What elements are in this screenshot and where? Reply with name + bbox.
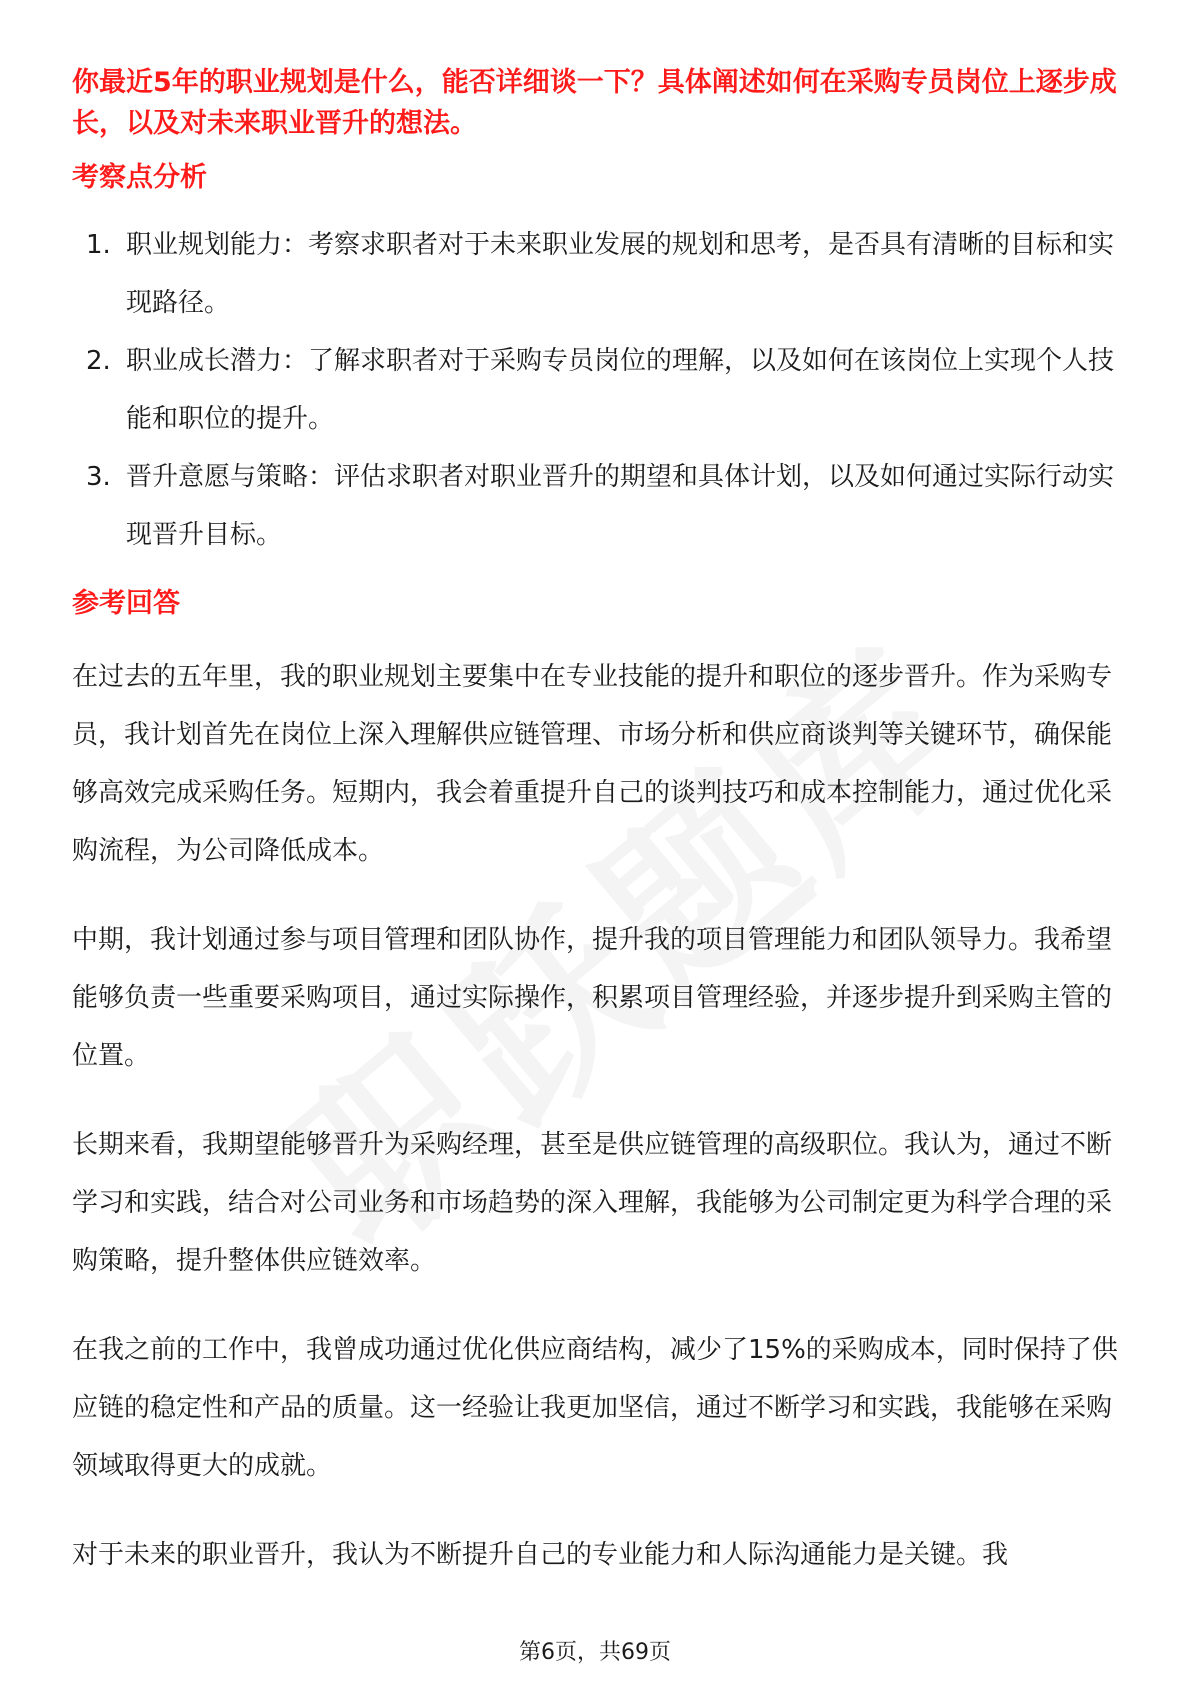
- analysis-item-number: 3.: [86, 462, 111, 492]
- analysis-item: [72, 216, 1118, 332]
- answer-paragraph: 长期来看，我期望能够晋升为采购经理，甚至是供应链管理的高级职位。我认为，通过不断学习和实践，结合对公司业务和市场趋势的深入理解，我能够为公司制定更为科学合理的采购策略，提升整体供应链效率。: [72, 1130, 1113, 1276]
- answer-paragraph: 在我之前的工作中，我曾成功通过优化供应商结构，减少了15%的采购成本，同时保持了供应链的稳定性和产品的质量。这一经验让我更加坚信，通过不断学习和实践，我能够在采购领域取得更大的成就。: [72, 1335, 1118, 1481]
- analysis-list: [72, 216, 1118, 564]
- analysis-item-number: 1.: [86, 230, 111, 260]
- analysis-item: [72, 448, 1118, 564]
- analysis-item-number: 2.: [86, 346, 111, 376]
- analysis-item-text: 职业规划能力：考察求职者对于未来职业发展的规划和思考，是否具有清晰的目标和实现路径。: [126, 230, 1115, 318]
- answer-paragraph: 在过去的五年里，我的职业规划主要集中在专业技能的提升和职位的逐步晋升。作为采购专员，我计划首先在岗位上深入理解供应链管理、市场分析和供应商谈判等关键环节，确保能够高效完成采购任务。短期内，我会着重提升自己的谈判技巧和成本控制能力，通过优化采购流程，为公司降低成本。: [72, 662, 1113, 866]
- answer-paragraph: 对于未来的职业晋升，我认为不断提升自己的专业能力和人际沟通能力是关键。我: [72, 1540, 1009, 1570]
- answer-heading: 参考回答: [72, 588, 180, 619]
- page-content: [72, 62, 1118, 1584]
- analysis-item-text: 晋升意愿与策略：评估求职者对职业晋升的期望和具体计划，以及如何通过实际行动实现晋升目标。: [126, 462, 1115, 550]
- analysis-item: [72, 332, 1118, 448]
- page-number: 第6页，共69页: [519, 1640, 671, 1665]
- analysis-item-text: 职业成长潜力：了解求职者对于采购专员岗位的理解，以及如何在该岗位上实现个人技能和职位的提升。: [126, 346, 1115, 434]
- question-title: 你最近5年的职业规划是什么，能否详细谈一下？具体阐述如何在采购专员岗位上逐步成长，以及对未来职业晋升的想法。: [72, 67, 1117, 139]
- answer-paragraph: 中期，我计划通过参与项目管理和团队协作，提升我的项目管理能力和团队领导力。我希望能够负责一些重要采购项目，通过实际操作，积累项目管理经验，并逐步提升到采购主管的位置。: [72, 925, 1113, 1071]
- analysis-heading: 考察点分析: [72, 162, 207, 193]
